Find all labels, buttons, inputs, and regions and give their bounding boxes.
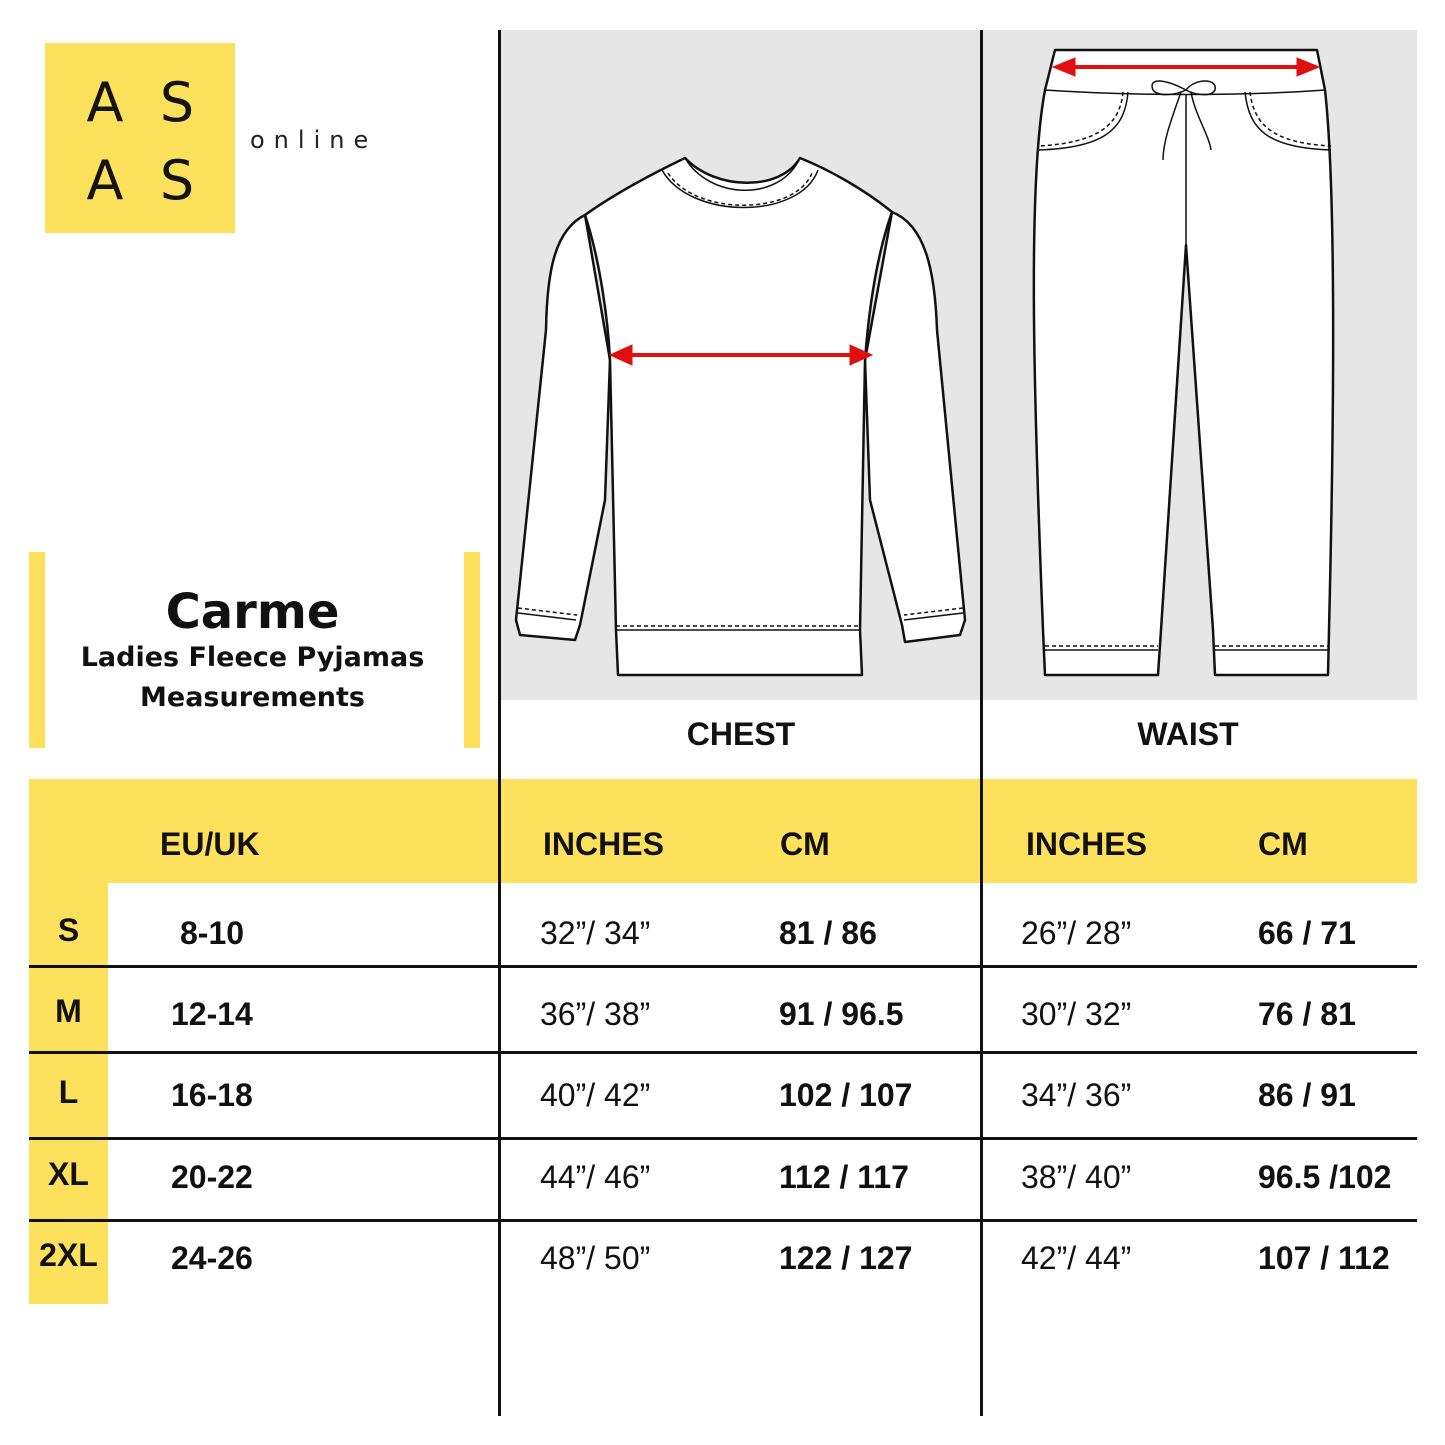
chest-cm-value: 122 / 127 bbox=[779, 1240, 913, 1276]
chest-cm-value: 81 / 86 bbox=[779, 915, 877, 951]
chest-inches-value: 48”/ 50” bbox=[540, 1240, 651, 1276]
product-name: Carme bbox=[165, 584, 340, 640]
waist-inches-value: 34”/ 36” bbox=[1021, 1077, 1132, 1113]
brand-logo bbox=[45, 43, 235, 233]
waist-cm-value: 107 / 112 bbox=[1258, 1240, 1390, 1276]
chest-cm-value: 91 / 96.5 bbox=[779, 996, 904, 1032]
logo-letter: A bbox=[86, 71, 124, 134]
eu-uk-value: 20-22 bbox=[171, 1159, 253, 1195]
eu-uk-header: EU/UK bbox=[160, 826, 260, 862]
eu-uk-value: 24-26 bbox=[171, 1240, 253, 1276]
row-divider bbox=[29, 965, 1417, 968]
waist-inches-value: 30”/ 32” bbox=[1021, 996, 1132, 1032]
waist-cm-header: CM bbox=[1258, 826, 1308, 862]
size-label: 2XL bbox=[39, 1237, 98, 1273]
eu-uk-value: 16-18 bbox=[171, 1077, 253, 1113]
measurements-label: Measurements bbox=[140, 682, 365, 713]
product-subtitle: Ladies Fleece Pyjamas bbox=[80, 642, 425, 673]
size-label: S bbox=[57, 912, 80, 948]
waist-inches-value: 26”/ 28” bbox=[1021, 915, 1132, 951]
chest-inches-value: 44”/ 46” bbox=[540, 1159, 651, 1195]
title-right-bar bbox=[464, 552, 480, 748]
size-label: M bbox=[55, 993, 82, 1029]
chest-inches-value: 40”/ 42” bbox=[540, 1077, 651, 1113]
sweatshirt-panel bbox=[500, 30, 982, 700]
row-divider bbox=[29, 1137, 1417, 1140]
chest-inches-header: INCHES bbox=[543, 826, 664, 862]
waist-heading: WAIST bbox=[1137, 716, 1239, 752]
waist-inches-value: 42”/ 44” bbox=[1021, 1240, 1132, 1276]
chest-inches-value: 36”/ 38” bbox=[540, 996, 651, 1032]
sweatshirt-icon bbox=[500, 30, 982, 700]
logo-online-text: online bbox=[250, 126, 378, 154]
eu-uk-value: 12-14 bbox=[171, 996, 253, 1032]
waist-inches-header: INCHES bbox=[1026, 826, 1147, 862]
waist-cm-value: 96.5 /102 bbox=[1258, 1159, 1392, 1195]
chest-heading: CHEST bbox=[686, 716, 796, 752]
pyjama-trousers-icon bbox=[983, 30, 1417, 700]
size-label: XL bbox=[48, 1156, 89, 1192]
size-label: L bbox=[58, 1074, 79, 1110]
trousers-panel bbox=[983, 30, 1417, 700]
waist-cm-value: 76 / 81 bbox=[1258, 996, 1356, 1032]
eu-uk-value: 8-10 bbox=[180, 915, 245, 951]
header-band-size bbox=[29, 779, 498, 883]
waist-inches-value: 38”/ 40” bbox=[1021, 1159, 1132, 1195]
row-divider bbox=[29, 1051, 1417, 1054]
logo-letter: A bbox=[86, 149, 124, 212]
row-divider bbox=[29, 1219, 1417, 1222]
chest-cm-value: 102 / 107 bbox=[779, 1077, 913, 1113]
logo-letter: S bbox=[159, 71, 195, 134]
waist-cm-value: 86 / 91 bbox=[1258, 1077, 1356, 1113]
chest-cm-header: CM bbox=[780, 826, 830, 862]
logo-letter: S bbox=[159, 149, 195, 212]
chest-cm-value: 112 / 117 bbox=[779, 1159, 909, 1195]
waist-cm-value: 66 / 71 bbox=[1258, 915, 1356, 951]
title-left-bar bbox=[29, 552, 45, 748]
chest-inches-value: 32”/ 34” bbox=[540, 915, 651, 951]
